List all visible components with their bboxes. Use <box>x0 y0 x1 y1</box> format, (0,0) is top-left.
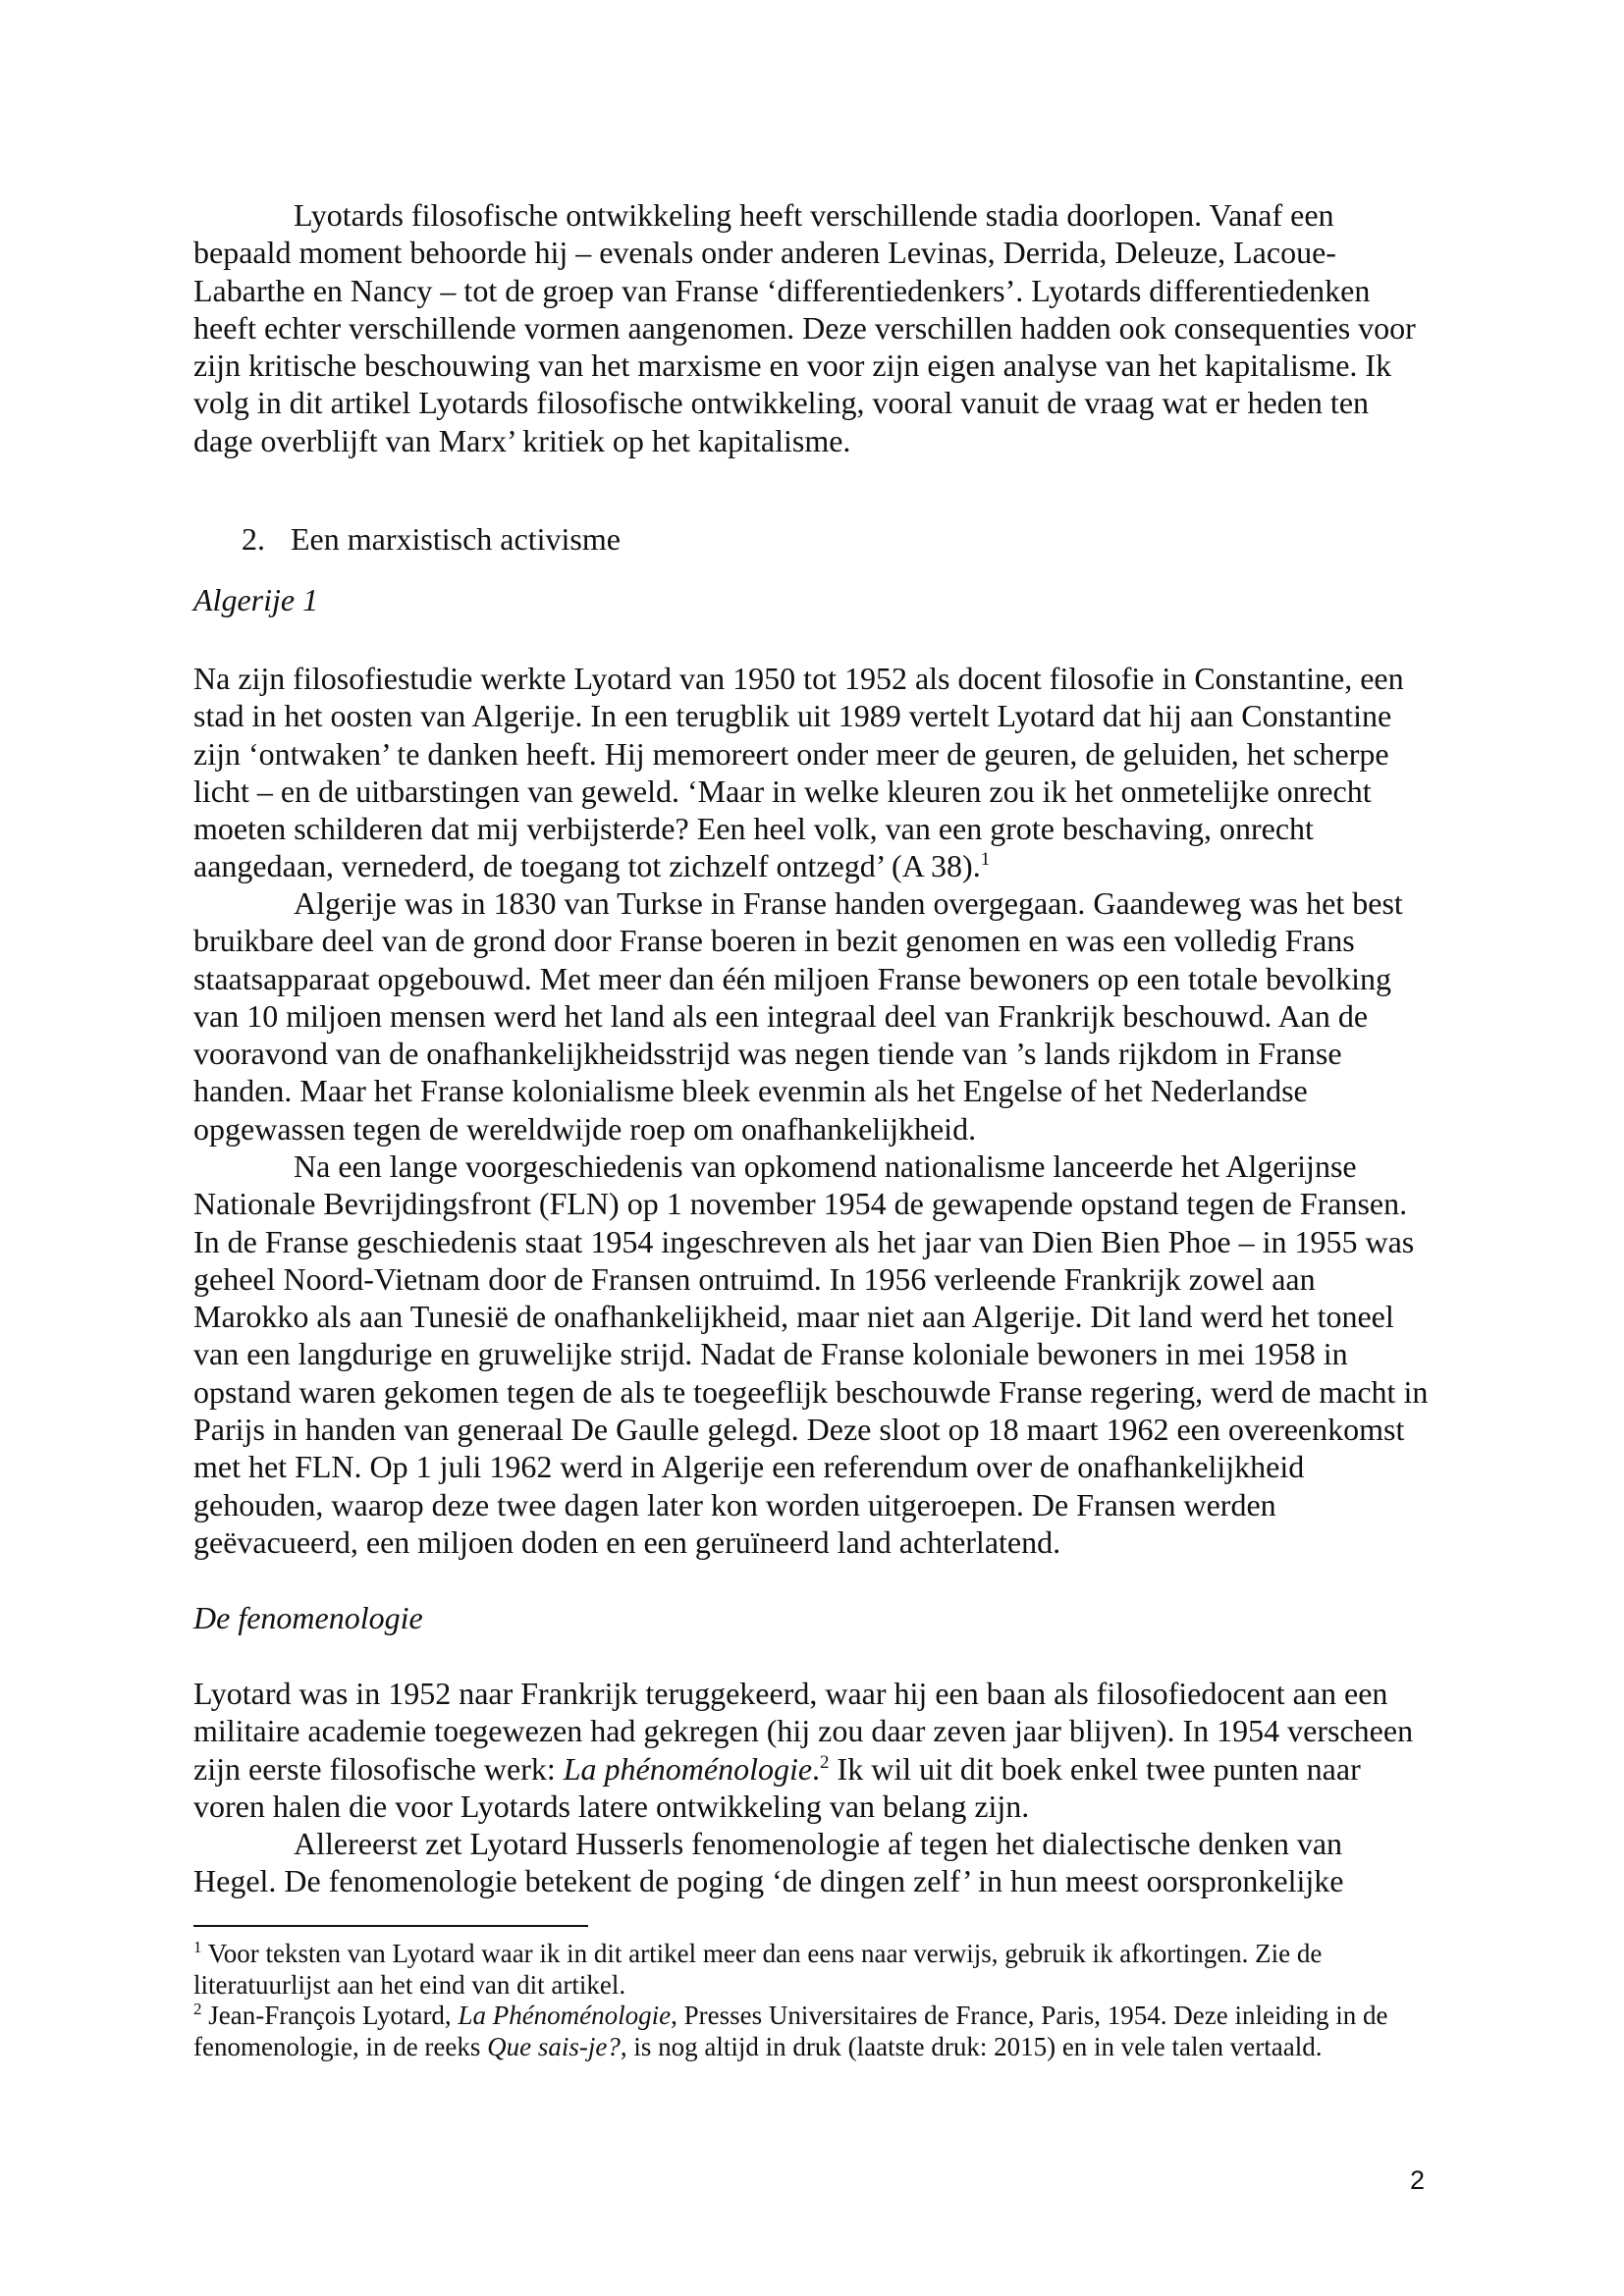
paragraph-text: Ik wil uit dit boek enkel twee punten naar voren halen die voor Lyotards latere ontwikkeling van belang zijn. <box>193 1750 1361 1824</box>
book-title: La phénoménologie <box>563 1750 813 1787</box>
footnote-ref-2: 2 <box>820 1751 830 1773</box>
footnote-book-title: La Phénoménologie <box>458 2001 672 2030</box>
footnote-1 <box>193 1939 1433 2001</box>
footnote-text: Voor teksten van Lyotard waar ik in dit artikel meer dan eens naar verwijs, gebruik ik afkortingen. Zie de literatuurlijst aan het eind van dit artikel. <box>193 1939 1323 2000</box>
footnote-series-title: Que sais-je? <box>487 2031 621 2061</box>
paragraph-algerije-3: Na een lange voorgeschiedenis van opkomend nationalisme lanceerde het Algerijnse Nationale Bevrijdingsfront (FLN) op 1 november 1954 de gewapende opstand tegen de Fransen. In de Franse geschiedenis staat 1954 ingeschreven als het jaar van Dien Bien Phoe – in 1955 was geheel Noord-Vietnam door de Fransen ontruimd. In 1956 verleende Frankrijk zowel aan Marokko als aan Tunesië de onafhankelijkheid, maar niet aan Algerije. Dit land werd het toneel van een langdurige en gruwelijke strijd. Nadat de Franse koloniale bewoners in mei 1958 in opstand waren gekomen tegen de als te toegeeflijk beschouwde Franse regering, werd de macht in Parijs in handen van generaal De Gaulle gelegd. Deze sloot op 18 maart 1962 een overeenkomst met het FLN. Op 1 juli 1962 werd in Algerije een referendum over de onafhankelijkheid gehouden, waarop deze twee dagen later kon worden uitgeroepen. De Fransen werden geëvacueerd, een miljoen doden en een geruïneerd land achterlatend. <box>193 1148 1429 1560</box>
footnote-marker: 1 <box>193 1938 202 1956</box>
paragraph-fenomenologie-1 <box>193 1675 1433 1825</box>
paragraph-fenomenologie-2: Allereerst zet Lyotard Husserls fenomenologie af tegen het dialectische denken van Hegel. De fenomenologie betekent de poging ‘de dingen zelf’ in hun meest oorspronkelijke <box>193 1826 1344 1899</box>
footnote-marker: 2 <box>193 2000 202 2018</box>
section-heading <box>242 520 621 558</box>
subsection-title-fenomenologie: De fenomenologie <box>193 1600 423 1635</box>
footnote-text: Jean-François Lyotard, <box>201 2001 459 2030</box>
footnote-separator <box>193 1925 588 1927</box>
paragraph-text: . <box>812 1750 821 1787</box>
paragraph-algerije-1 <box>193 660 1433 885</box>
intro-paragraph: Lyotards filosofische ontwikkeling heeft verschillende stadia doorlopen. Vanaf een bepaald moment behoorde hij – evenals onder anderen Levinas, Derrida, Deleuze, Lacoue-Labarthe en Nancy – tot de groep van Franse ‘differentiedenkers’. Lyotards differentiedenken heeft echter verschillende vormen aangenomen. Deze verschillen hadden ook consequenties voor zijn kritische beschouwing van het marxisme en voor zijn eigen analyse van het kapitalisme. Ik volg in dit artikel Lyotards filosofische ontwikkeling, vooral vanuit de vraag wat er heden ten dage overblijft van Marx’ kritiek op het kapitalisme. <box>193 197 1416 458</box>
page-number: 2 <box>1410 2165 1426 2195</box>
section-number: 2. <box>242 521 265 557</box>
paragraph-text: Lyotard was in 1952 naar Frankrijk teruggekeerd, waar hij een baan als filosofiedocent aan een militaire academie toegewezen had gekregen (hij zou daar zeven jaar blijven). In 1954 verscheen zijn eerste filosofische werk: <box>193 1676 1414 1787</box>
footnote-text: , Presses Universitaires de France, Paris, 1954. Deze inleiding in de fenomenologie, in de reeks <box>193 2001 1388 2061</box>
footnote-text: , is nog altijd in druk (laatste druk: 2015) en in vele talen vertaald. <box>620 2031 1323 2061</box>
paragraph-algerije-2: Algerije was in 1830 van Turkse in Franse handen overgegaan. Gaandeweg was het best bruikbare deel van de grond door Franse boeren in bezit genomen en was een volledig Frans staatsapparaat opgebouwd. Met meer dan één miljoen Franse bewoners op een totale bevolking van 10 miljoen mensen werd het land als een integraal deel van Frankrijk beschouwd. Aan de vooravond van de onafhankelijkheidsstrijd was negen tiende van ’s lands rijkdom in Franse handen. Maar het Franse kolonialisme bleek evenmin als het Engelse of het Nederlandse opgewassen tegen de wereldwijde roep om onafhankelijkheid. <box>193 885 1403 1147</box>
subsection-title-algerije: Algerije 1 <box>193 582 319 617</box>
paragraph-text: Na zijn filosofiestudie werkte Lyotard van 1950 tot 1952 als docent filosofie in Constantine, een stad in het oosten van Algerije. In een terugblik uit 1989 vertelt Lyotard dat hij aan Constantine zijn ‘ontwaken’ te danken heeft. Hij memoreert onder meer de geuren, de geluiden, het scherpe licht – en de uitbarstingen van geweld. ‘Maar in welke kleuren zou ik het onmetelijke onrecht moeten schilderen dat mij verbijsterde? Een heel volk, van een grote beschaving, onrecht aangedaan, vernederd, de toegang tot zichzelf ontzegd’ (A 38). <box>193 661 1404 884</box>
section-title: Een marxistisch activisme <box>291 521 621 557</box>
footnote-ref-1: 1 <box>980 849 991 871</box>
footnote-2 <box>193 2001 1433 2062</box>
